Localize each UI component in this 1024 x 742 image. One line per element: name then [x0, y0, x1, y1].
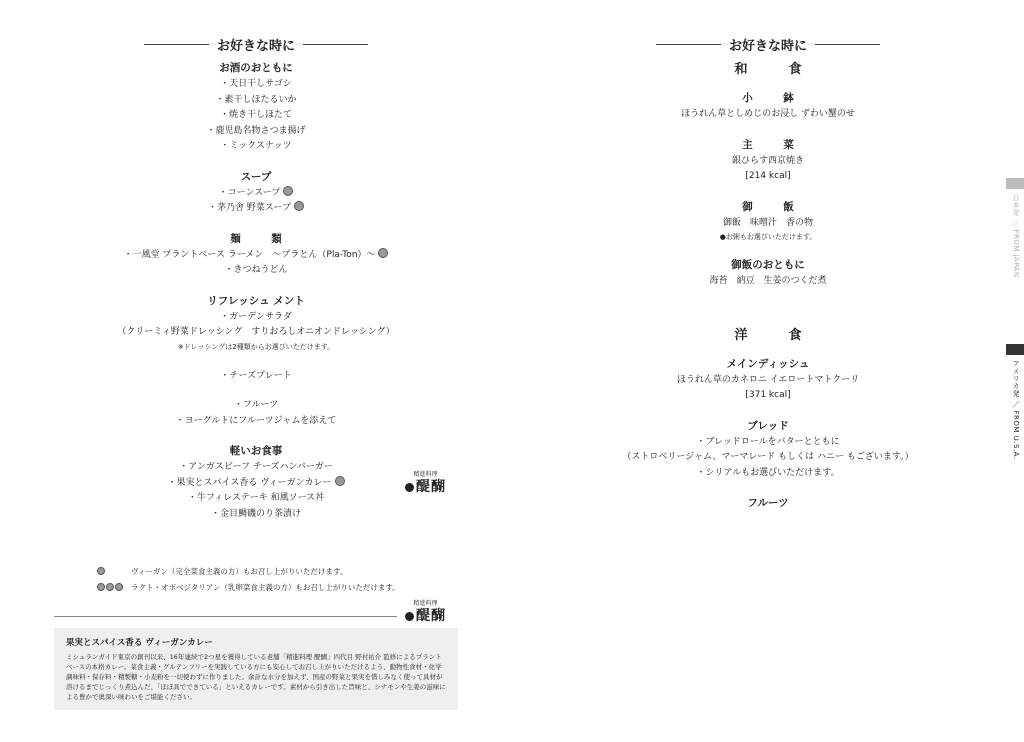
header-rule-left — [144, 44, 209, 45]
menu-item: ・果実とスパイス香る ヴィーガンカレー — [0, 476, 512, 492]
menu-item: ・フルーツ — [233, 400, 279, 410]
section-title-main-dish: メインディッシュ — [726, 357, 810, 370]
rice-note: ●お粥もお選びいただけます。 — [719, 233, 817, 241]
section-title-noodles: 麺 類 — [230, 232, 292, 245]
kcal-label: [214 kcal] — [745, 171, 791, 181]
menu-line: 御飯 味噌汁 香の物 — [722, 217, 813, 228]
left-header-title: お好きな時に — [216, 38, 295, 54]
left-menu — [0, 60, 512, 522]
section-title-light-meal: 軽いお食事 — [229, 445, 283, 457]
header-rule-right — [303, 44, 368, 45]
menu-line: 銀ひらす西京焼き — [731, 155, 804, 166]
menu-item: ・鹿児島名物さつま揚げ — [206, 125, 306, 136]
menu-item: ・チーズプレート — [220, 370, 292, 381]
right-menu — [512, 60, 1024, 512]
dressing-note: ※ドレッシングは2種類からお選びいただけます。 — [177, 342, 335, 351]
right-header — [512, 34, 1024, 54]
tab-label: アメリカ発 ／ FROM U.S.A. — [1012, 360, 1020, 460]
kcal-label: [371 kcal] — [745, 390, 791, 400]
menu-item: ・一風堂 プラントベース ラーメン ～プラとん（Pla-Ton）～ — [0, 248, 512, 264]
menu-item: ・素干しほたるいか — [215, 94, 297, 105]
left-header — [0, 34, 512, 54]
vegetarian-icon — [115, 583, 123, 591]
tab-bar — [1006, 344, 1024, 355]
category-yoshoku: 洋 食 — [734, 327, 816, 343]
section-title-rice-side: 御飯のおともに — [731, 259, 805, 271]
menu-line: ほうれん草のカネロニ イエロートマトクーリ — [676, 374, 860, 385]
section-title-fruit: フルーツ — [747, 497, 789, 509]
lacto-icon — [97, 583, 105, 591]
vegan-icon — [335, 476, 345, 486]
menu-item: ・金目鯛磯のり茶漬け — [210, 508, 301, 519]
curry-description-box — [54, 628, 458, 710]
right-header-title: お好きな時に — [728, 38, 807, 54]
menu-item: ・焼き干しほたて — [219, 110, 292, 120]
menu-line: ・ブレッドロールをバターとともに — [696, 436, 840, 447]
menu-line: ほうれん草としめじのお浸し ずわい蟹のせ — [681, 109, 855, 119]
menu-item: ・ガーデンサラダ — [220, 311, 292, 322]
menu-line: （ストロベリージャム、マーマレード もしくは ハニー もございます。） — [622, 452, 914, 462]
menu-line: ・シリアルもお選びいただけます。 — [696, 467, 840, 478]
daigo-logo-bottom: 精進料理 醍醐 — [405, 600, 446, 624]
section-title-main: 主 菜 — [742, 138, 804, 151]
header-rule-right — [815, 44, 880, 45]
tab-from-japan[interactable] — [1006, 178, 1024, 278]
menu-item: ・きつねうどん — [224, 265, 288, 275]
menu-item: ・茅乃舎 野菜スープ — [0, 201, 512, 217]
box-title: 果実とスパイス香る ヴィーガンカレー — [66, 638, 213, 648]
section-title-sake: お酒のおともに — [219, 62, 293, 74]
menu-item: ・ミックスナッツ — [220, 141, 292, 151]
vegan-icon — [294, 201, 304, 211]
vegan-icon — [378, 248, 388, 258]
divider — [54, 616, 397, 617]
menu-item: ・コーンスープ — [0, 186, 512, 202]
category-washoku: 和 食 — [734, 62, 816, 77]
section-title-soup: スープ — [240, 170, 272, 183]
daigo-logo: 精進料理 醍醐 — [405, 471, 446, 495]
section-title-bread: ブレッド — [747, 419, 789, 432]
tab-bar — [1006, 178, 1024, 189]
header-rule-left — [656, 44, 721, 45]
legend-vegan: ヴィーガン（完全菜食主義の方）もお召し上がりいただけます。 — [97, 566, 347, 577]
section-title-rice: 御 飯 — [742, 200, 804, 213]
section-title-kobachi: 小 鉢 — [742, 92, 804, 104]
ovo-icon — [106, 583, 114, 591]
menu-line: 海苔 納豆 生姜のつくだ煮 — [709, 276, 827, 286]
section-title-refreshment: リフレッシュ メント — [207, 294, 305, 307]
box-body: ミシュランガイド東京の創刊以来、16年連続で2つ星を獲得している老舗「精進料理 醍醐」四代目 野村祐介 監修によるプラントベースの本格カレー。菜食主義・グルテンフリーを実践している方にも安心してお召し上がりいただけるよう、動物性食材・化学調味料・保存料・精製糖・小麦粉を一切使わずに作りました。余計な水分を加えず、国産の野菜と果実を惜しみなく使って具材が溶けるまでじっくり煮込んだ、「ほぼ具でできている」といえるカレーです。素材から引き出した旨味と、シナモンや生姜の滋味による豊かで奥深い味わいをご堪能ください。 — [66, 653, 446, 701]
menu-item: ・アンガスビーフ チーズハンバーガー — [179, 462, 333, 472]
tab-label: 日本発 ／ FROM JAPAN — [1012, 194, 1020, 278]
menu-item: ・天日干しサゴシ — [220, 79, 292, 89]
menu-item: ・牛フィレステーキ 和風ソース丼 — [187, 493, 325, 503]
menu-item: ・ヨーグルトにフルーツジャムを添えて — [175, 415, 337, 426]
legend-lacto-ovo: ラクト・オボベジタリアン（乳卵菜食主義の方）もお召し上がりいただけます。 — [97, 582, 400, 593]
vegan-icon — [97, 567, 105, 575]
tab-from-usa[interactable] — [1006, 344, 1024, 460]
vegan-icon — [283, 186, 293, 196]
menu-item-note: （クリーミィ野菜ドレッシング すりおろしオニオンドレッシング） — [117, 327, 395, 337]
right-page — [512, 0, 1024, 742]
